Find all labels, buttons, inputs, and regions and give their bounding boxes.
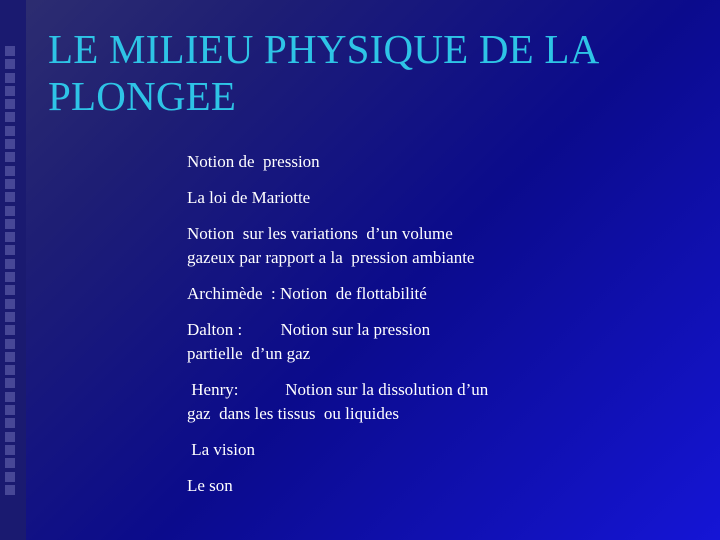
list-item-son	[187, 474, 587, 498]
decor-square	[5, 392, 15, 402]
decor-square	[5, 325, 15, 335]
decor-square	[5, 285, 15, 295]
item-line: Notion sur les variations d’un volume	[187, 224, 453, 243]
left-decor-band	[0, 0, 26, 540]
list-item-vision	[187, 438, 587, 462]
decor-square	[5, 472, 15, 482]
list-item-henry	[187, 378, 587, 426]
decor-square	[5, 432, 15, 442]
bullet-list	[187, 150, 587, 498]
item-line: La loi de Mariotte	[187, 188, 311, 207]
item-line: gazeux par rapport a la pression ambiante	[187, 248, 475, 267]
decor-square	[5, 245, 15, 255]
decor-square	[5, 73, 15, 83]
decor-square	[5, 378, 15, 388]
item-line: Henry: Notion sur la dissolution d’un	[187, 380, 489, 399]
decor-square	[5, 299, 15, 309]
item-line: Le son	[187, 476, 233, 495]
decor-square	[5, 206, 15, 216]
decor-square	[5, 139, 15, 149]
item-line: gaz dans les tissus ou liquides	[187, 404, 400, 423]
decor-square	[5, 166, 15, 176]
decor-square	[5, 126, 15, 136]
decor-square	[5, 445, 15, 455]
list-item-variations-volume	[187, 222, 587, 270]
item-line: La vision	[187, 440, 255, 459]
list-item-mariotte	[187, 186, 587, 210]
list-item-dalton	[187, 318, 587, 366]
item-line: Archimède : Notion de flottabilité	[187, 284, 427, 303]
decor-square	[5, 458, 15, 468]
decor-square	[5, 365, 15, 375]
decor-square	[5, 405, 15, 415]
decor-square	[5, 152, 15, 162]
decor-square	[5, 232, 15, 242]
decor-square	[5, 259, 15, 269]
decor-square	[5, 352, 15, 362]
item-line: Notion de pression	[187, 152, 320, 171]
decor-square	[5, 86, 15, 96]
decor-square	[5, 179, 15, 189]
item-line: partielle d’un gaz	[187, 344, 311, 363]
decor-square	[5, 192, 15, 202]
list-item-archimede	[187, 282, 587, 306]
decor-square	[5, 339, 15, 349]
decor-square	[5, 485, 15, 495]
decor-squares-column	[5, 46, 17, 498]
decor-square	[5, 46, 15, 56]
decor-square	[5, 272, 15, 282]
decor-square	[5, 112, 15, 122]
slide-title: LE MILIEU PHYSIQUE DE LA PLONGEE	[48, 26, 598, 119]
item-line: Dalton : Notion sur la pression	[187, 320, 431, 339]
decor-square	[5, 59, 15, 69]
decor-square	[5, 219, 15, 229]
decor-square	[5, 312, 15, 322]
decor-square	[5, 99, 15, 109]
decor-square	[5, 418, 15, 428]
list-item-pression	[187, 150, 587, 174]
